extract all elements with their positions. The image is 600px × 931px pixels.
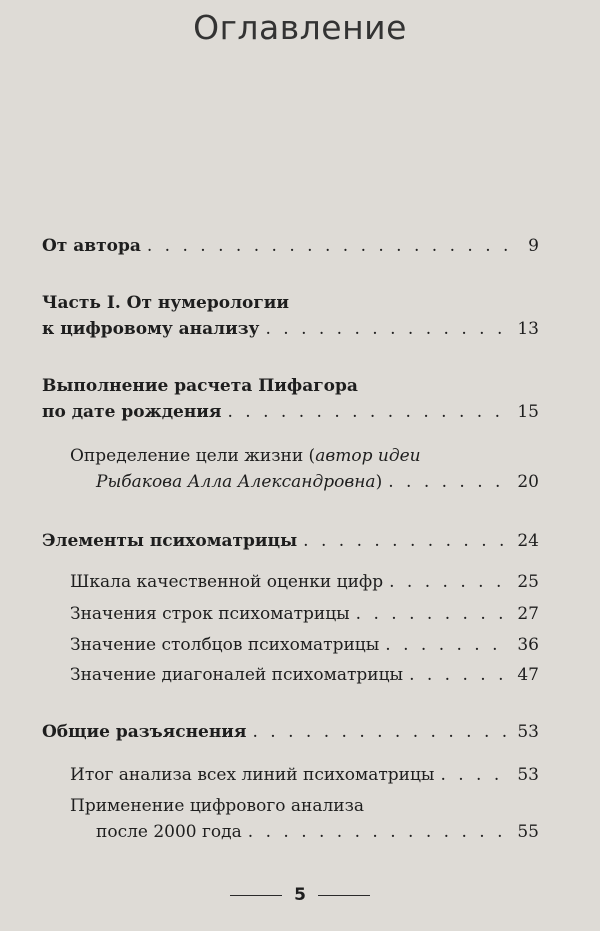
dot-leader bbox=[388, 469, 511, 495]
toc-entry-label: От автора bbox=[42, 236, 141, 256]
dot-leader bbox=[389, 569, 511, 595]
toc-entry-quality-scale[interactable] bbox=[70, 569, 539, 595]
toc-entry-pythagoras[interactable] bbox=[42, 373, 539, 425]
dot-leader bbox=[385, 632, 511, 658]
dot-leader bbox=[356, 601, 512, 627]
dot-leader bbox=[303, 528, 511, 554]
toc-page-number: 27 bbox=[517, 604, 539, 624]
toc-entry-label-line1: Применение цифрового анализа bbox=[70, 796, 365, 816]
toc-entry-label-line2: Рыбакова Алла Александровна) bbox=[96, 472, 383, 492]
toc-entry-general-explanations[interactable] bbox=[42, 719, 539, 745]
toc-page-number: 24 bbox=[517, 531, 539, 551]
dot-leader bbox=[252, 719, 511, 745]
toc-page-number: 53 bbox=[517, 722, 539, 742]
toc-entry-label-line2: к цифровому анализу bbox=[42, 319, 260, 339]
toc-entry-label: Значение диагоналей психоматрицы bbox=[70, 665, 404, 685]
toc-entry-label: Шкала качественной оценки цифр bbox=[70, 572, 384, 592]
dot-leader bbox=[440, 762, 511, 788]
dot-leader bbox=[248, 819, 512, 845]
toc-entry-analysis-summary[interactable] bbox=[70, 762, 539, 788]
toc-entry-label-line1: Определение цели жизни (автор идеи bbox=[70, 446, 421, 466]
toc-entry-after-2000[interactable] bbox=[70, 793, 539, 845]
toc-page-number: 13 bbox=[517, 319, 539, 339]
footer-rule-right bbox=[318, 895, 370, 896]
toc-entry-from-author[interactable] bbox=[42, 233, 539, 259]
toc-entry-columns[interactable] bbox=[70, 632, 539, 658]
toc-page-number: 36 bbox=[517, 635, 539, 655]
toc-entry-label: Значение столбцов психоматрицы bbox=[70, 635, 380, 655]
dot-leader bbox=[409, 662, 511, 688]
footer-page-number: 5 bbox=[294, 885, 306, 905]
toc-page-number: 53 bbox=[517, 765, 539, 785]
toc-entry-label: Итог анализа всех линий психоматрицы bbox=[70, 765, 435, 785]
toc-page-number: 25 bbox=[517, 572, 539, 592]
toc-page-number: 55 bbox=[517, 822, 539, 842]
dot-leader bbox=[227, 399, 511, 425]
toc-entry-life-goal[interactable] bbox=[70, 443, 539, 495]
footer-rule-left bbox=[230, 895, 282, 896]
toc-page-number: 15 bbox=[517, 402, 539, 422]
toc-page-number: 9 bbox=[528, 236, 539, 256]
toc-entry-diagonals[interactable] bbox=[70, 662, 539, 688]
toc-entry-label: Элементы психоматрицы bbox=[42, 531, 298, 551]
toc-entry-label-line1: Часть I. От нумерологии bbox=[42, 293, 290, 313]
toc-page-number: 20 bbox=[517, 472, 539, 492]
toc-entry-part-one[interactable] bbox=[42, 290, 539, 342]
page-title: Оглавление bbox=[193, 8, 407, 47]
toc-entry-label-line2: по дате рождения bbox=[42, 402, 222, 422]
toc-entry-label: Значения строк психоматрицы bbox=[70, 604, 350, 624]
toc-entry-rows[interactable] bbox=[70, 601, 539, 627]
toc-entry-psychomatrix-elements[interactable] bbox=[42, 528, 539, 554]
toc-entry-label: Общие разъяснения bbox=[42, 722, 247, 742]
dot-leader bbox=[265, 316, 511, 342]
toc-entry-label-line1: Выполнение расчета Пифагора bbox=[42, 376, 358, 396]
toc-entry-label-line2: после 2000 года bbox=[96, 822, 242, 842]
page-footer bbox=[0, 885, 600, 905]
toc-page-number: 47 bbox=[517, 665, 539, 685]
dot-leader bbox=[147, 233, 522, 259]
